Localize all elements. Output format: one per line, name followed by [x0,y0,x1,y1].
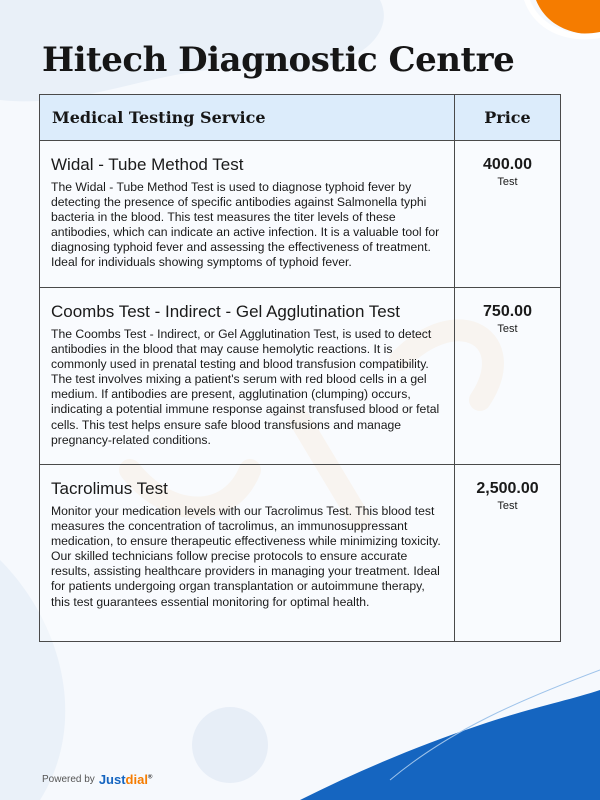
table-row [40,288,561,465]
services-price-table [39,94,561,642]
price-unit: Test [497,500,518,512]
service-name: Coombs Test - Indirect - Gel Agglutination Test [51,302,400,321]
price-value: 400.00 [483,156,532,173]
column-header-service: Medical Testing Service [40,95,455,141]
footer-powered-by [42,772,152,787]
price-unit: Test [497,176,518,188]
service-cell [40,288,455,465]
price-cell [455,288,561,465]
bottom-right-blue-wave [300,690,600,800]
service-name: Widal - Tube Method Test [51,155,244,174]
price-value: 2,500.00 [476,480,539,497]
service-description: Monitor your medication levels with our Tacrolimus Test. This blood test measures the concentration of tacrolimus, an immunosuppressant medication, to ensure therapeutic effectiveness while minimizing toxicity. Our skilled technicians follow precise protocols to ensure accurate results, assisting healthcare providers in managing your treatment. Ideal for patients undergoing organ transplantation or autoimmune therapy, this test guarantees essential monitoring for optimal health. [51,504,441,609]
service-cell [40,141,455,288]
table-row [40,465,561,642]
top-right-orange-shape [536,0,600,34]
table-row [40,141,561,288]
service-description: The Widal - Tube Method Test is used to diagnose typhoid fever by detecting the presence of specific antibodies against Salmonella typhi bacteria in the blood. This test measures the titer levels of these antibodies, which can indicate an active infection. It is a valuable tool for diagnosing typhoid fever and assessing the effectiveness of treatment. Ideal for individuals showing symptoms of typhoid fever. [51,180,440,270]
logo-text-just: Just [98,772,126,787]
page-title: Hitech Diagnostic Centre [42,40,515,80]
bottom-circle [192,707,268,783]
service-description: The Coombs Test - Indirect, or Gel Agglutination Test, is used to detect antibodies in the blood that may cause hemolytic reactions. It is commonly used in prenatal testing and blood transfusion compatibility. The test involves mixing a patient's serum with red blood cells in a gel medium. If antibodies are present, agglutination (clumping) occurs, indicating a potential immune response against transfused blood or fetal cells. This test helps ensure safe blood transfusions and manage pregnancy-related conditions. [51,327,440,447]
service-name: Tacrolimus Test [51,479,168,498]
justdial-logo[interactable] [99,772,153,787]
price-cell [455,141,561,288]
service-cell [40,465,455,642]
logo-text-dial: dial [125,772,148,787]
price-value: 750.00 [483,303,532,320]
table-header-row [40,95,561,141]
logo-registered-mark: ® [147,774,153,781]
column-header-price: Price [455,95,561,141]
price-unit: Test [497,323,518,335]
price-cell [455,465,561,642]
powered-by-label: Powered by [42,774,95,785]
